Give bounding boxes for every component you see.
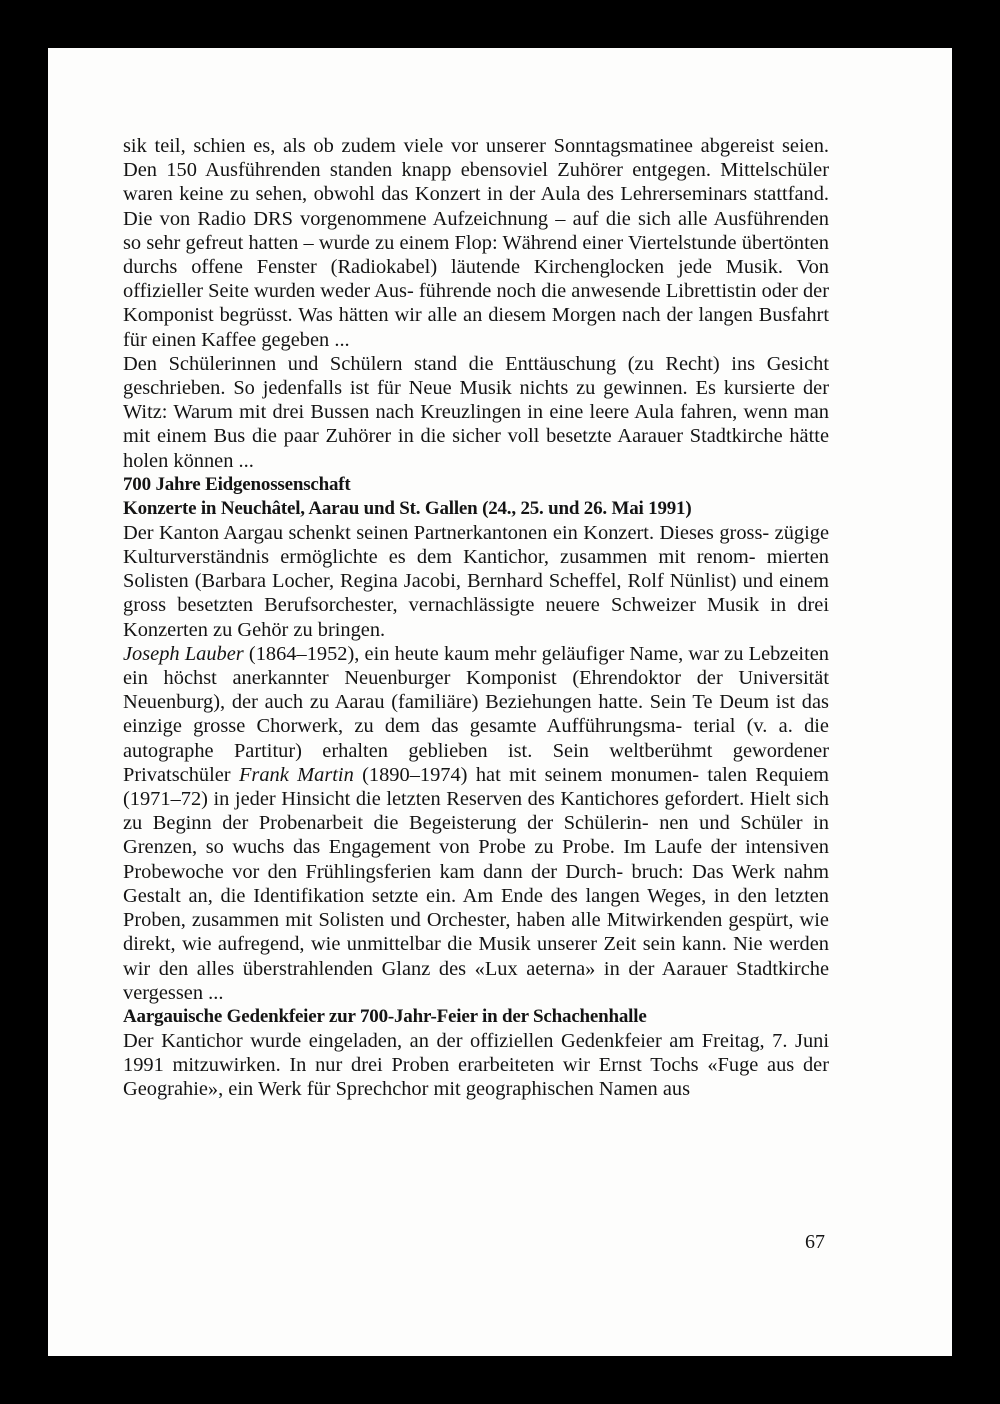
section-heading-gedenkfeier: Aargauische Gedenkfeier zur 700-Jahr-Feier in der Schachenhalle — [123, 1005, 647, 1027]
page-content — [123, 134, 829, 1102]
composer-name-lauber: Joseph Lauber — [123, 642, 244, 665]
document-page — [48, 48, 952, 1356]
paragraph-martin-text: (1890–1974) hat mit seinem monumen- talen Requiem (1971–72) in jeder Hinsicht die letzten Reserven des Kantichores gefordert. Hielt sich zu Beginn der Probenarbeit die Begeisterung der Schülerin- nen und Schüler in Grenzen, so wuchs das Engagement von Probe zu Probe. Im Laufe der intensiven Probewoche vor den Frühlingsferien kam dann der Durch- bruch: Das Werk nahm Gestalt an, die Identifikation setzte ein. Am Ende des langen Weges, in den letzten Proben, zusammen mit Solisten und Orchester, haben alle Mitwirkenden gespürt, wie direkt, wie aufregend, wie unmittelbar die Musik unserer Zeit sein kann. Nie werden wir den alles überstrahlenden Glanz des «Lux aeterna» in der Aarauer Stadtkirche vergessen ... — [123, 763, 830, 1004]
paragraph-student-disappointment: Den Schülerinnen und Schülern stand die Enttäuschung (zu Recht) ins Gesicht geschrieben. So jedenfalls ist für Neue Musik nichts zu gewinnen. Es kursierte der Witz: Warum mit drei Bussen nach Kreuzlingen in eine leere Aula fahren, wenn man mit einem Bus die paar Zuhörer in die sicher voll besetzte Aarauer Stadtkirche hätte holen können ... — [123, 352, 829, 472]
section-subheading-concerts: Konzerte in Neuchâtel, Aarau und St. Gallen (24., 25. und 26. Mai 1991) — [123, 497, 692, 519]
paragraph-lauber-martin — [123, 642, 829, 1005]
page-number: 67 — [805, 1231, 825, 1253]
paragraph-radio-flop: sik teil, schien es, als ob zudem viele vor unserer Sonntagsmatinee abgereist seien. Den 150 Ausführenden standen knapp ebensoviel Zuhörer entgegen. Mittelschüler waren keine zu sehen, obwohl das Konzert in der Aula des Lehrerseminars stattfand. Die von Radio DRS vorgenommene Aufzeichnung – auf die sich alle Ausführenden so sehr gefreut hatten – wurde zu einem Flop: Während einer Viertelstunde übertönten durchs offene Fenster (Radiokabel) läutende Kirchenglocken jede Musik. Von offizieller Seite wurden weder Aus- führende noch die anwesende Librettistin oder der Komponist begrüsst. Was hätten wir alle an diesem Morgen nach der langen Busfahrt für einen Kaffee gegeben ... — [123, 135, 829, 351]
paragraph-kantichor-invitation: Der Kantichor wurde eingeladen, an der offiziellen Gedenkfeier am Freitag, 7. Juni 1991 mitzuwirken. In nur drei Proben erarbeiteten wir Ernst Tochs «Fuge aus der Geograhie», ein Werk für Sprechchor mit geographischen Namen aus — [123, 1029, 829, 1101]
composer-name-martin: Frank Martin — [238, 763, 354, 786]
paragraph-kanton-aargau: Der Kanton Aargau schenkt seinen Partnerkantonen ein Konzert. Dieses gross- zügige Kulturverständnis ermöglichte es dem Kantichor, zusammen mit renom- mierten Solisten (Barbara Locher, Regina Jacobi, Bernhard Scheffel, Rolf Nünlist) und einem gross besetzten Berufsorchester, vernachlässigte neuere Schweizer Musik in drei Konzerten zu Gehör zu bringen. — [123, 521, 829, 641]
section-heading-eidgenossenschaft: 700 Jahre Eidgenossenschaft — [123, 473, 351, 495]
paragraph-lauber-text: (1864–1952), ein heute kaum mehr geläufiger Name, war zu Lebzeiten ein höchst anerkannter Neuenburger Komponist (Ehrendoktor der Universität Neuenburg), der auch zu Aarau (familiäre) Beziehungen hatte. Sein Te Deum ist das einzige grosse Chorwerk, zu dem das gesamte Aufführungsma- terial (v. a. die autographe Partitur) erhalten geblieben ist. Sein weltberühmt gewordener Privatschüler — [123, 642, 829, 786]
